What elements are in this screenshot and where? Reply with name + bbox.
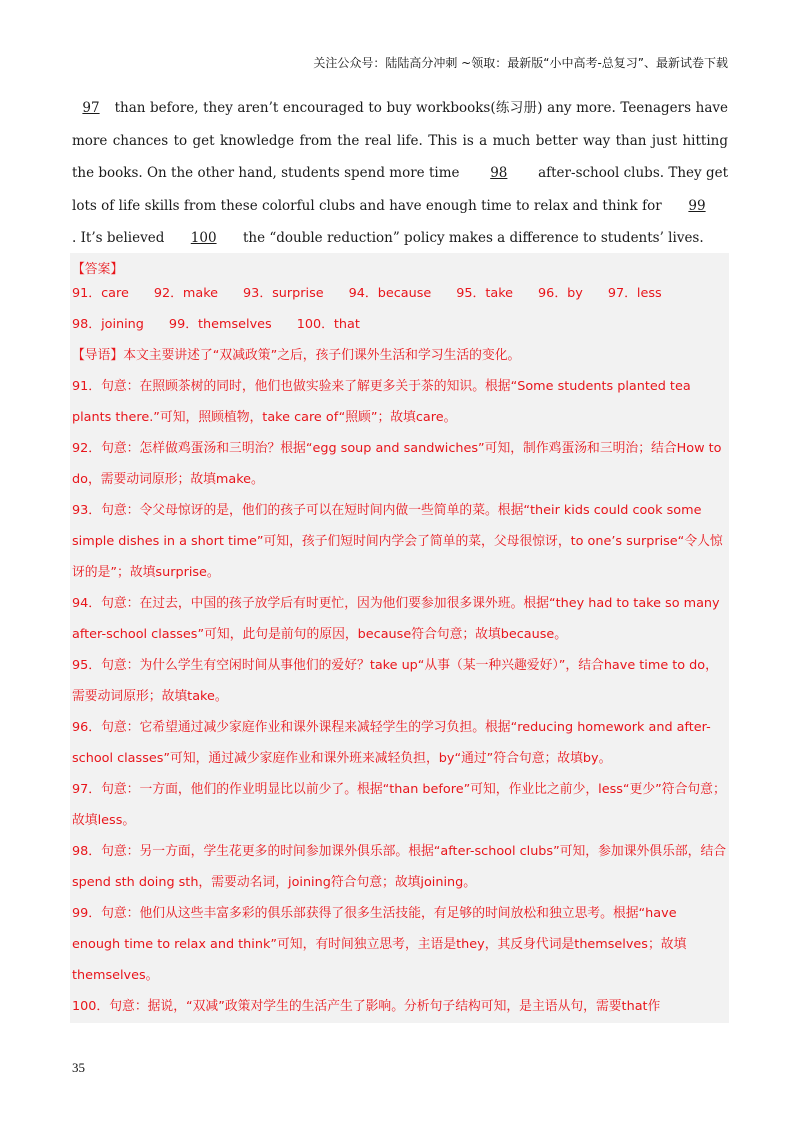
answer-item: 97．less — [607, 286, 662, 301]
answer-list — [72, 278, 728, 340]
blank-97: 97 — [82, 100, 100, 116]
answer-item: 95．take — [456, 286, 514, 301]
answer-item: 96．by — [538, 286, 583, 301]
page-header: 关注公众号：陆陆高分冲刺 ~领取：最新版“小中高考-总复习”、最新试卷下载 — [313, 56, 728, 70]
answer-item: 91．care — [72, 286, 129, 301]
explanation-96: 96．句意：它希望通过减少家庭作业和课外课程来减轻学生的学习负担。根据“reducing homework and after-school classes”可知，通过减少家庭作业和课外班来减轻负担，by“通过”符合句意；故填by。 — [72, 720, 711, 766]
answer-item: 100．that — [296, 317, 360, 332]
blank-99: 99 — [688, 197, 706, 214]
passage-segment-4: the “double reduction” policy makes a difference to students’ lives. — [238, 230, 704, 246]
explanation-100: 100．句意：据说，“双减”政策对学生的生活产生了影响。分析句子结构可知，是主语从句，需要that作 — [72, 999, 661, 1014]
answer-title: 【答案】 — [72, 262, 124, 277]
blank-98: 98 — [490, 165, 508, 181]
explanations — [72, 340, 728, 1022]
explanation-94: 94．句意：在过去，中国的孩子放学后有时更忙，因为他们要参加很多课外班。根据“they had to take so many after-school classes”可知，此句是前句的原因，because符合句意；故填because。 — [72, 596, 720, 642]
explanation-99: 99．句意：他们从这些丰富多彩的俱乐部获得了很多生活技能，有足够的时间放松和独立思考。根据“have enough time to relax and think”可知，有时间独立思考，主语是they，其反身代词是themselves；故填themselves。 — [72, 906, 687, 983]
explanation-91: 91．句意：在照顾茶树的同时，他们也做实验来了解更多关于茶的知识。根据“Some students planted tea plants there.”可知，照顾植物，take care of“照顾”；故填care。 — [72, 379, 691, 425]
blank-100: 100 — [190, 230, 217, 246]
lead-paragraph: 【导语】本文主要讲述了“双减政策”之后，孩子们课外生活和学习生活的变化。 — [72, 348, 521, 363]
answer-item: 98．joining — [72, 317, 144, 332]
answer-item: 92．make — [153, 286, 219, 301]
explanation-92: 92．句意：怎样做鸡蛋汤和三明治？根据“egg soup and sandwiches”可知，制作鸡蛋汤和三明治；结合How to do，需要动词原形；故填make。 — [72, 441, 722, 487]
answer-item: 94．because — [348, 286, 432, 301]
page-number: 35 — [72, 1060, 85, 1075]
explanation-98: 98．句意：另一方面，学生花更多的时间参加课外俱乐部。根据“after-school clubs”可知，参加课外俱乐部，结合spend sth doing sth，需要动名词，joining符合句意；故填joining。 — [72, 844, 727, 890]
explanation-97: 97．句意：一方面，他们的作业明显比以前少了。根据“than before”可知，作业比之前少，less“更少”符合句意；故填less。 — [72, 782, 726, 828]
answer-item: 93．surprise — [243, 286, 324, 301]
passage-segment-3: . It’s believed — [72, 230, 169, 246]
passage-segment-1: than before, they aren’t encouraged to buy workbooks(练习册) any more. Teenagers have more chances to get knowledge from the real life. This is a much better way than just hitting the books. On the other hand, students spend more time — [72, 100, 728, 181]
explanation-95: 95．句意：为什么学生有空闲时间从事他们的爱好？take up“从事（某一种兴趣爱好）”，结合have time to do，需要动词原形；故填take。 — [72, 658, 718, 704]
explanation-93: 93．句意：令父母惊讶的是，他们的孩子可以在短时间内做一些简单的菜。根据“their kids could cook some simple dishes in a short time”可知，孩子们短时间内学会了简单的菜，父母很惊讶，to one’s surprise“令人惊讶的是”；故填surprise。 — [72, 503, 723, 580]
passage-text — [72, 92, 728, 255]
passage-segment-2: after-school clubs. They get lots of life skills from these colorful clubs and have enough time to relax and think for — [72, 165, 729, 214]
answer-item: 99．themselves — [168, 317, 272, 332]
